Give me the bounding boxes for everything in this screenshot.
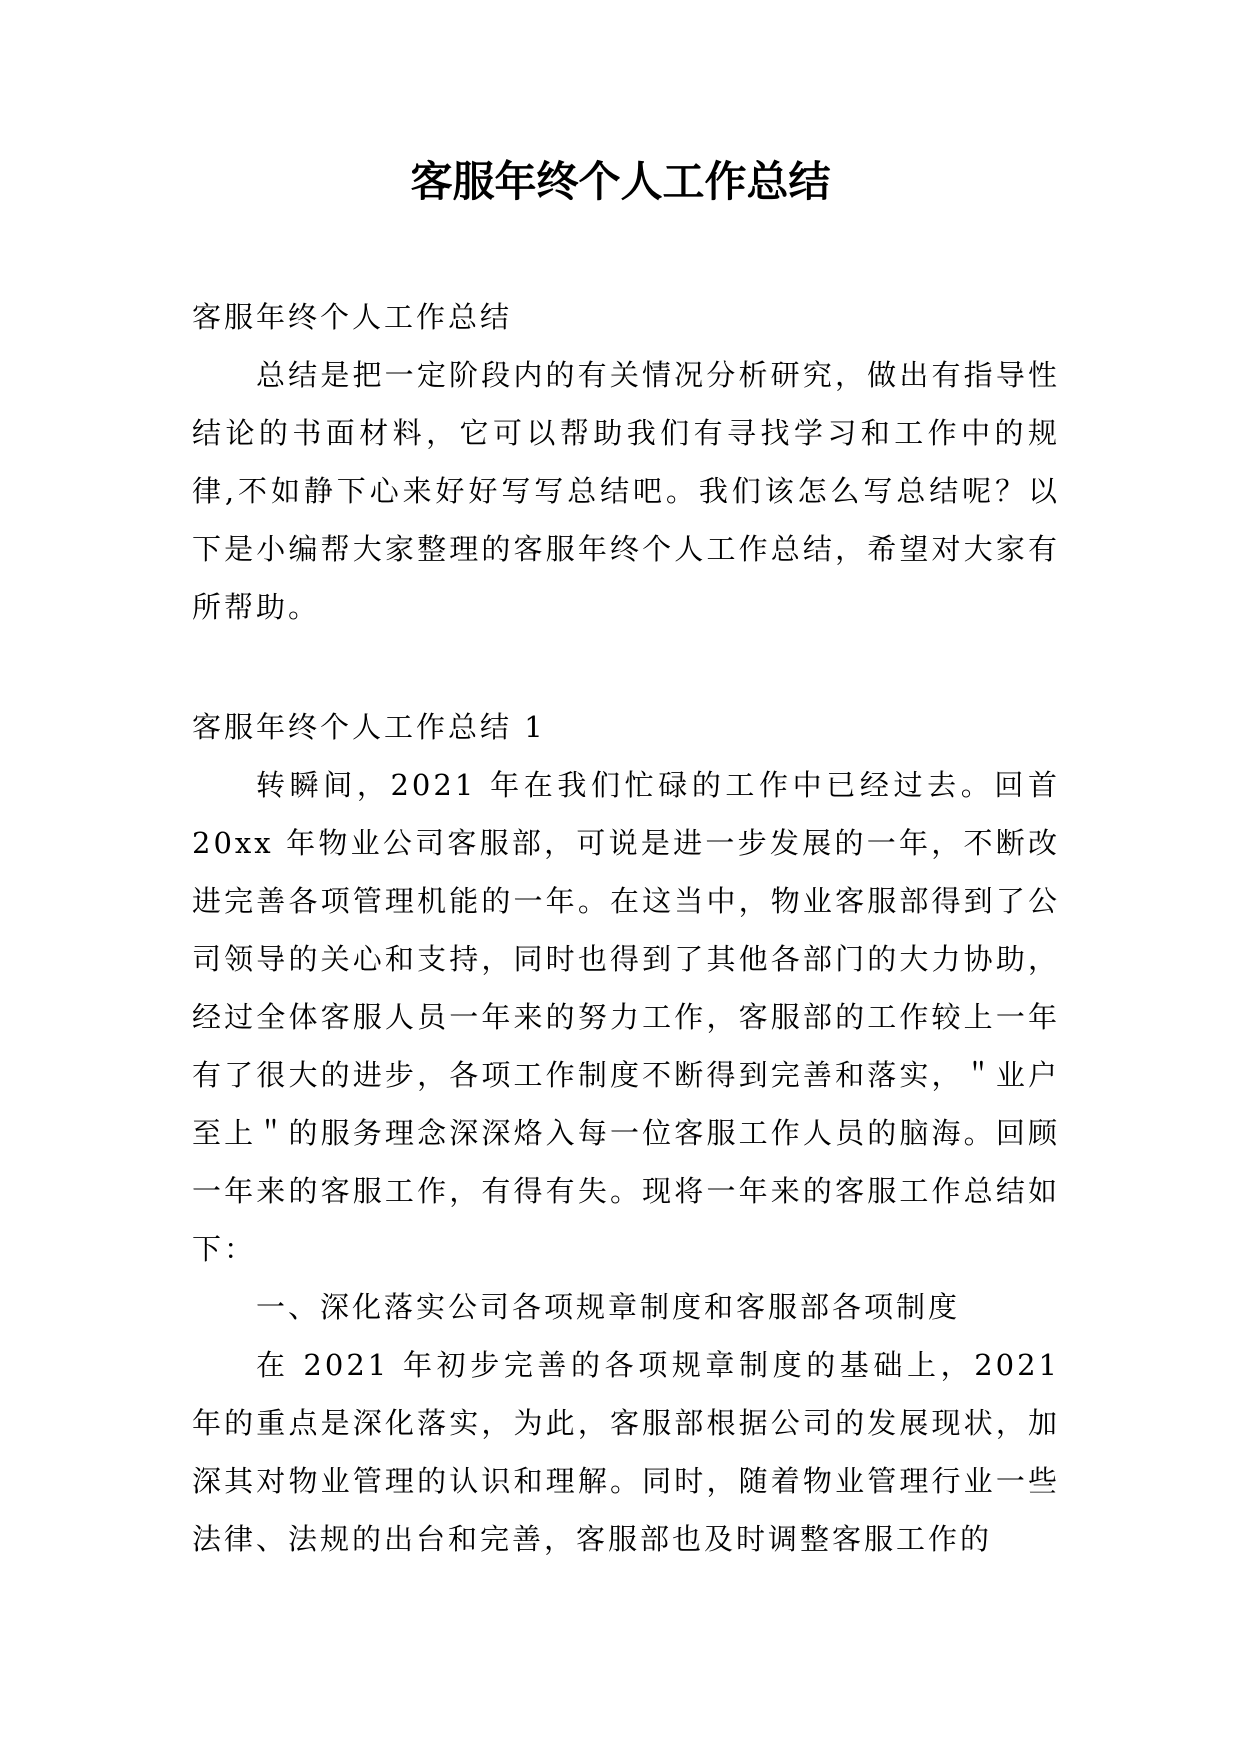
section-1-paragraph-1: 转瞬间，2021 年在我们忙碌的工作中已经过去。回首 20xx 年物业公司客服部，可说是进一步发展的一年，不断改进完善各项管理机能的一年。在这当中，物业客服部得到了公司领导的关心和支持，同时也得到了其他各部门的大力协助，经过全体客服人员一年来的努力工作，客服部的工作较上一年有了很大的进步，各项工作制度不断得到完善和落实，＂业户至上＂的服务理念深深烙入每一位客服工作人员的脑海。回顾一年来的客服工作，有得有失。现将一年来的客服工作总结如下： (192, 768, 1060, 1266)
intro-paragraph: 总结是把一定阶段内的有关情况分析研究，做出有指导性结论的书面材料，它可以帮助我们有寻找学习和工作中的规律,不如静下心来好好写写总结吧。我们该怎么写总结呢？以下是小编帮大家整理的客服年终个人工作总结，希望对大家有所帮助。 (192, 358, 1060, 624)
section-1-heading: 客服年终个人工作总结 1 (192, 710, 546, 744)
subsection-1-heading: 一、深化落实公司各项规章制度和客服部各项制度 (256, 1290, 961, 1324)
document-title: 客服年终个人工作总结 (410, 157, 831, 206)
intro-heading: 客服年终个人工作总结 (192, 300, 513, 334)
section-1 (192, 698, 1060, 1568)
intro-section (192, 288, 1060, 636)
subsection-1-paragraph: 在 2021 年初步完善的各项规章制度的基础上，2021 年的重点是深化落实，为此，客服部根据公司的发展现状，加深其对物业管理的认识和理解。同时，随着物业管理行业一些法律、法规的出台和完善，客服部也及时调整客服工作的 (192, 1348, 1060, 1556)
